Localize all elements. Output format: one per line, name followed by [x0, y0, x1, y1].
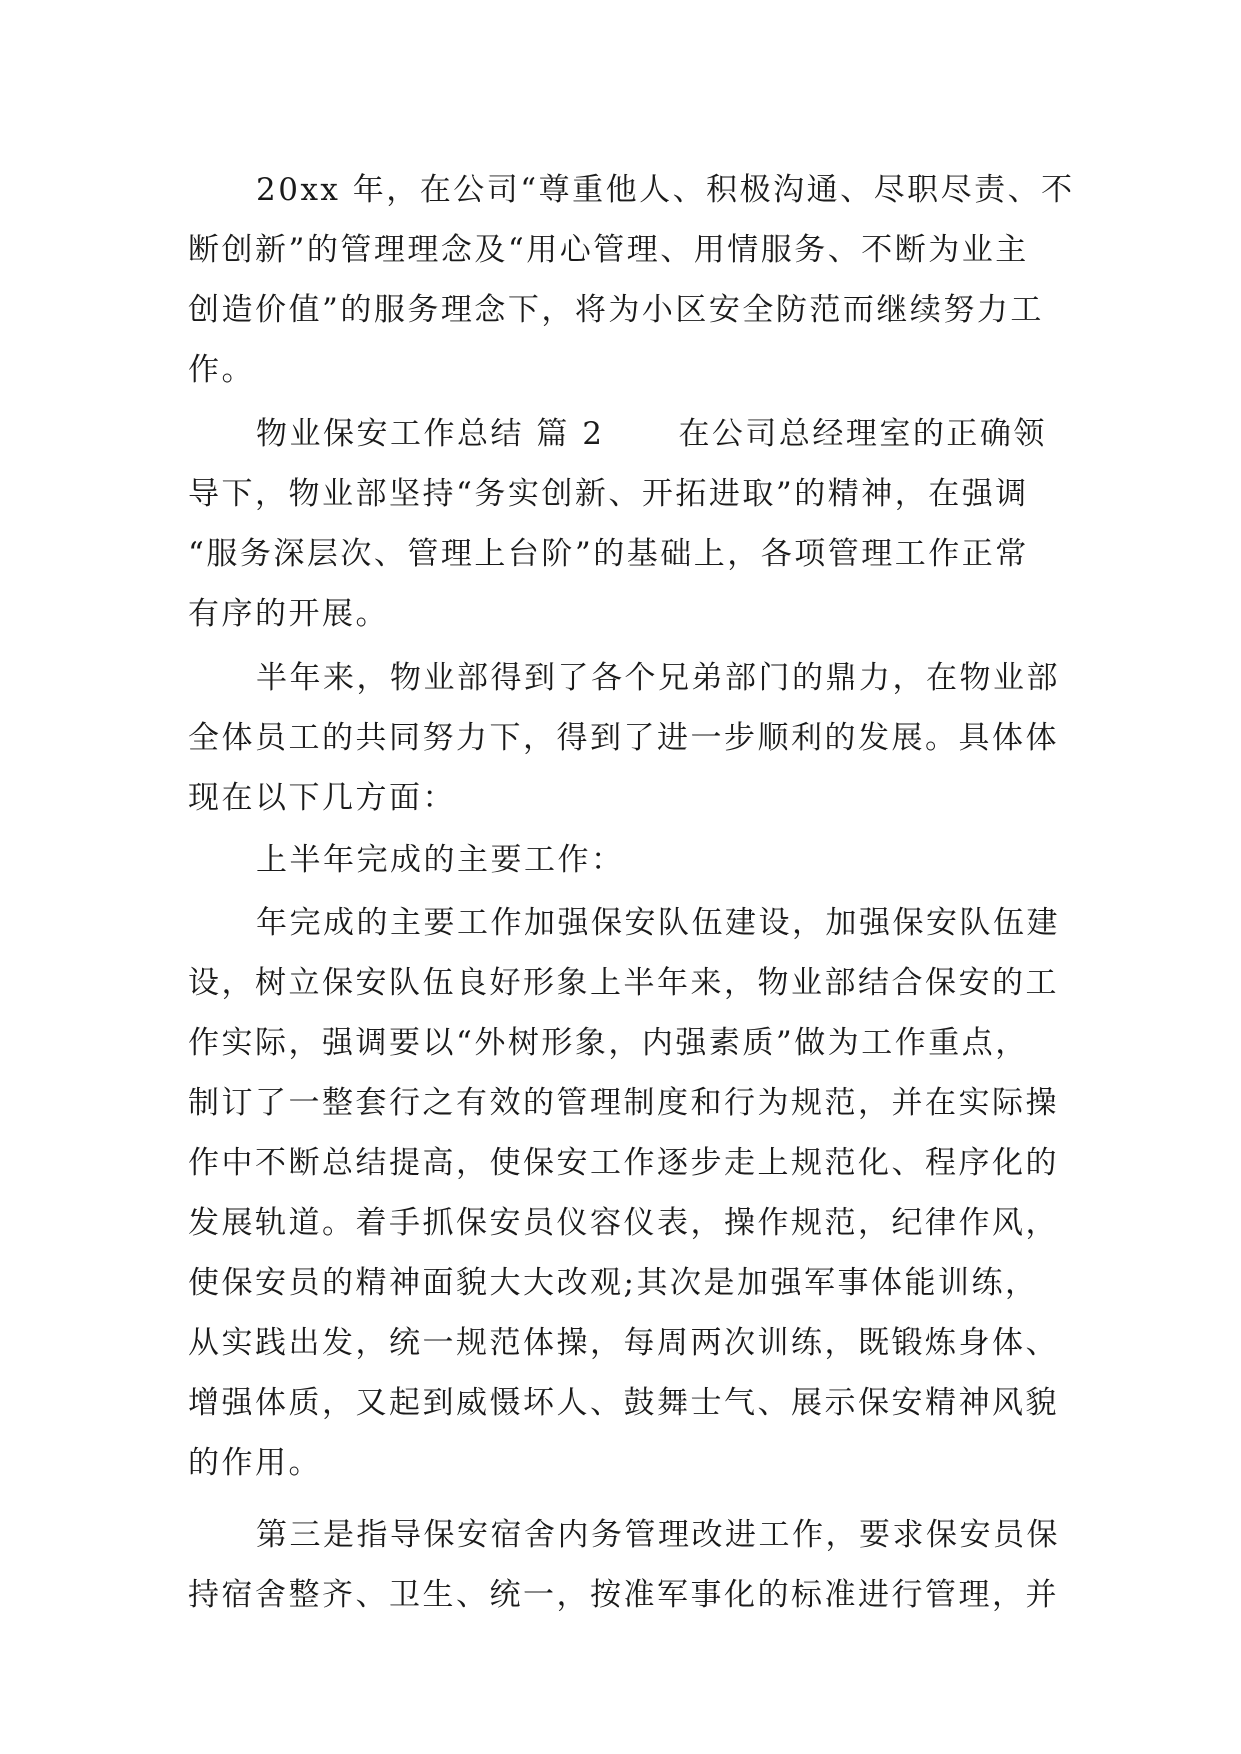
- paragraph-5-line-3: 作实际，强调要以“外树形象，内强素质”做为工作重点，: [188, 1025, 1029, 1061]
- paragraph-5-line-2: 设，树立保安队伍良好形象上半年来，物业部结合保安的工: [188, 965, 1059, 1001]
- paragraph-5-line-8: 从实践出发，统一规范体操，每周两次训练，既锻炼身体、: [188, 1325, 1059, 1361]
- paragraph-1-line-3: 创造价值”的服务理念下，将为小区安全防范而继续努力工: [188, 292, 1044, 328]
- section-heading: 物业保安工作总结 篇 2: [256, 416, 605, 452]
- paragraph-2-line-2: 导下，物业部坚持“务实创新、开拓进取”的精神，在强调: [188, 476, 1029, 512]
- paragraph-1-line-2: 断创新”的管理理念及“用心管理、用情服务、不断为业主: [188, 232, 1029, 268]
- paragraph-5-line-10: 的作用。: [188, 1445, 322, 1481]
- paragraph-2-line-1: [256, 404, 1047, 464]
- paragraph-6-line-2: 持宿舍整齐、卫生、统一，按准军事化的标准进行管理，并: [188, 1577, 1059, 1613]
- paragraph-6-line-1: 第三是指导保安宿舍内务管理改进工作，要求保安员保: [256, 1517, 1060, 1553]
- paragraph-3-line-1: 半年来，物业部得到了各个兄弟部门的鼎力，在物业部: [256, 660, 1060, 696]
- paragraph-4-line-1: 上半年完成的主要工作：: [256, 842, 625, 878]
- paragraph-1-line-4: 作。: [188, 352, 255, 388]
- paragraph-5-line-5: 作中不断总结提高，使保安工作逐步走上规范化、程序化的: [188, 1145, 1059, 1181]
- paragraph-2-line-3: “服务深层次、管理上台阶”的基础上，各项管理工作正常: [188, 536, 1029, 572]
- paragraph-5-line-9: 增强体质，又起到威慑坏人、鼓舞士气、展示保安精神风貌: [188, 1385, 1059, 1421]
- paragraph-3-line-2: 全体员工的共同努力下，得到了进一步顺利的发展。具体体: [188, 720, 1059, 756]
- paragraph-5-line-1: 年完成的主要工作加强保安队伍建设，加强保安队伍建: [256, 905, 1060, 941]
- paragraph-5-line-7: 使保安员的精神面貌大大改观;其次是加强军事体能训练，: [188, 1265, 1039, 1301]
- paragraph-2-line-4: 有序的开展。: [188, 596, 389, 632]
- paragraph-5-line-4: 制订了一整套行之有效的管理制度和行为规范，并在实际操: [188, 1085, 1059, 1121]
- paragraph-5-line-6: 发展轨道。着手抓保安员仪容仪表，操作规范，纪律作风，: [188, 1205, 1059, 1241]
- paragraph-1-line-1: 20xx 年，在公司“尊重他人、积极沟通、尽职尽责、不: [256, 172, 1075, 208]
- paragraph-2-lead: 在公司总经理室的正确领: [678, 416, 1047, 452]
- paragraph-3-line-3: 现在以下几方面：: [188, 780, 456, 816]
